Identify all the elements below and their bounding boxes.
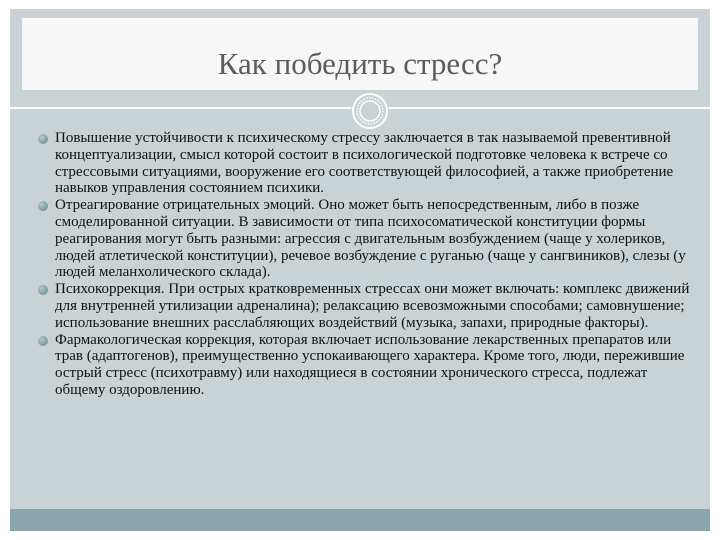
list-item — [34, 197, 698, 281]
circle-ornament-icon — [350, 91, 390, 131]
list-item-text: Фармакологическая коррекция, которая включает использование лекарственных препаратов или трав (адаптогенов), преимущественно успокаивающего характера. Кроме того, люди, пережившие острый стресс (психотравму) или находящиеся в состоянии хронического стресса, подлежат общему оздоровлению. — [55, 331, 685, 398]
slide-title: Как победить стресс? — [217, 46, 503, 81]
title-panel — [22, 18, 698, 90]
list-item — [34, 281, 698, 331]
list-item-text: Отреагирование отрицательных эмоций. Оно может быть непосредственным, либо в позже смоделированной ситуации. В зависимости от типа психосоматической конституции формы реагирования могут быть разными: агрессия с двигательным возбуждением (чаще у холериков, людей атлетической конституции), речевое возбуждение с руганью (чаще у сангвиников), слезы (у людей меланхолического склада). — [55, 197, 686, 281]
list-item-text: Психокоррекция. При острых кратковременных стрессах они может включать: комплекс движений для внутренней утилизации адреналина); релаксацию всевозможными способами; самовнушение; использование внешних расслабляющих воздействий (музыка, запахи, природные факторы). — [55, 281, 690, 331]
list-item-text: Повышение устойчивости к психическому стрессу заключается в так называемой превентивной концептуализации, смысл которой состоит в психологической подготовке человека к встрече со стрессовыми ситуациями, вооружение его соответствующей философией, а также приобретение навыков управления состоянием психики. — [55, 130, 674, 197]
bullet-dot-icon — [38, 201, 48, 211]
bullet-list — [34, 130, 698, 399]
list-item — [34, 332, 698, 399]
slide — [10, 9, 710, 531]
bullet-dot-icon — [38, 134, 48, 144]
list-item — [34, 130, 698, 197]
bullet-dot-icon — [38, 336, 48, 346]
footer-bar — [10, 509, 710, 531]
bullet-dot-icon — [38, 285, 48, 295]
